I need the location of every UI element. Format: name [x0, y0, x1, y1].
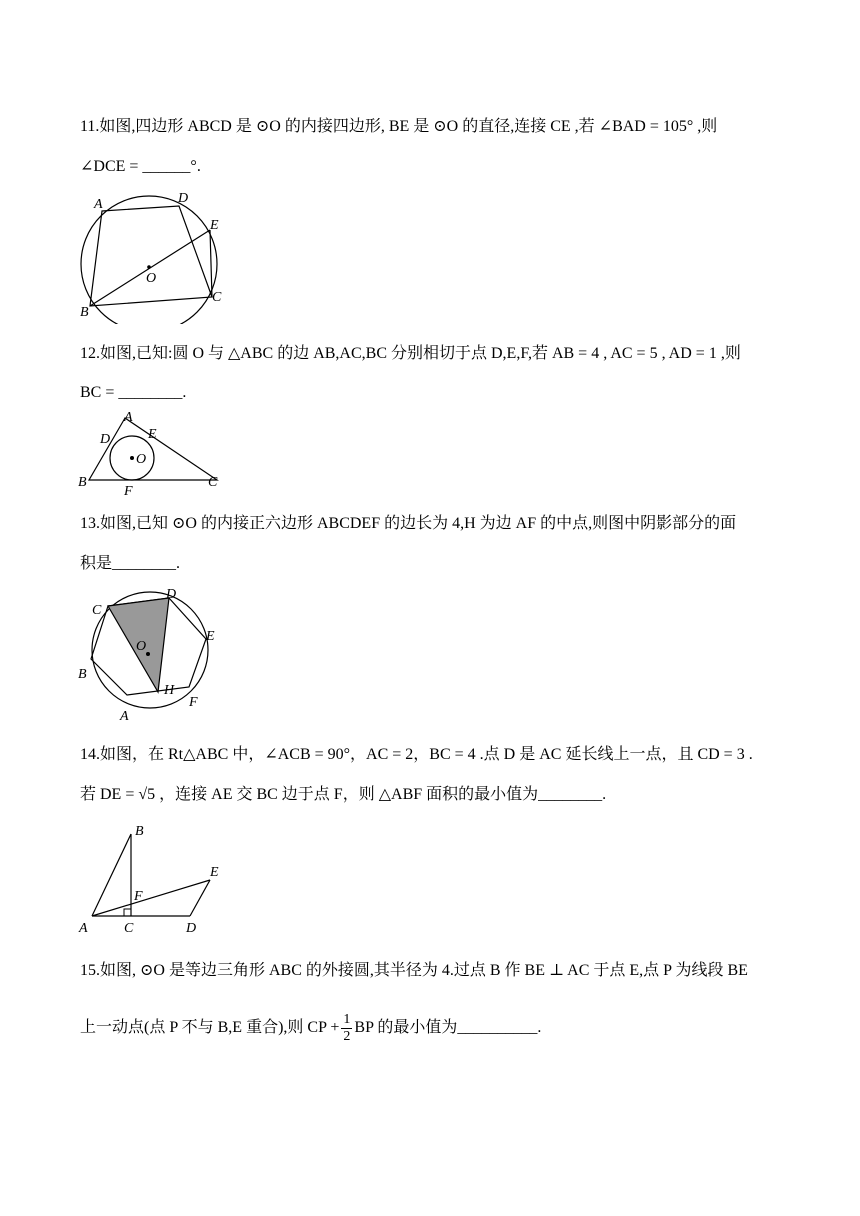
- problem-11-line-1: 11.如图,四边形 ABCD 是 ⊙O 的内接四边形, BE 是 ⊙O 的直径,连接 CE ,若 ∠BAD = 105° ,则: [80, 118, 718, 135]
- fig13-label-e: E: [206, 629, 215, 644]
- problem-12-line-1: 12.如图,已知:圆 O 与 △ABC 的边 AB,AC,BC 分别相切于点 D,E,F,若 AB = 4 , AC = 5 , AD = 1 ,则: [80, 345, 741, 362]
- fig14-label-f: F: [134, 889, 143, 904]
- fig13-label-b: B: [78, 667, 87, 682]
- fig14-label-b: B: [135, 824, 144, 839]
- problem-13-line-1: 13.如图,已知 ⊙O 的内接正六边形 ABCDEF 的边长为 4,H 为边 AF 的中点,则图中阴影部分的面: [80, 515, 737, 532]
- problem-14-line-1: 14.如图，在 Rt△ABC 中，∠ACB = 90°，AC = 2，BC = 4 .点 D 是 AC 延长线上一点，且 CD = 3 .: [80, 746, 753, 763]
- fig13-label-h: H: [164, 683, 175, 698]
- figure-12-incircle-triangle: [72, 408, 232, 498]
- fig11-label-e: E: [210, 218, 219, 233]
- fig12-label-b: B: [78, 475, 87, 490]
- fig12-label-o: O: [136, 452, 147, 467]
- problem-15-text-before: 上一动点(点 P 不与 B,E 重合),则 CP +: [80, 1019, 340, 1036]
- fig11-label-c: C: [212, 290, 222, 305]
- fig14-label-c: C: [124, 921, 134, 936]
- problem-13-line-2: 积是________.: [80, 555, 181, 572]
- figure-13-inscribed-hexagon: [72, 584, 232, 726]
- fig13-label-o: O: [136, 639, 147, 654]
- problem-12-line-2: BC = ________.: [80, 384, 187, 401]
- fig11-label-o: O: [146, 271, 157, 286]
- fig12-label-f: F: [124, 484, 133, 498]
- fig12-label-a: A: [124, 410, 133, 425]
- figure-11-cyclic-quadrilateral: [72, 186, 232, 324]
- problem-15-line-1: 15.如图, ⊙O 是等边三角形 ABC 的外接圆,其半径为 4.过点 B 作 BE ⊥ AC 于点 E,点 P 为线段 BE: [80, 962, 748, 979]
- problem-11-line-2: ∠DCE = ______°.: [80, 158, 201, 175]
- figure-14-right-triangle: [72, 820, 232, 940]
- fig14-label-a: A: [79, 921, 88, 936]
- fraction-denominator: 2: [343, 1028, 351, 1044]
- fig14-label-d: D: [186, 921, 197, 936]
- fig14-label-e: E: [210, 865, 219, 880]
- fraction-numerator: 1: [343, 1011, 351, 1027]
- fig13-label-d: D: [166, 587, 177, 602]
- problem-15-line-2: [80, 1008, 541, 1048]
- problem-15-text-after: BP 的最小值为__________.: [354, 1019, 542, 1036]
- fig13-label-a: A: [120, 709, 129, 724]
- fig11-label-d: D: [178, 191, 189, 206]
- fraction-one-half: [341, 1012, 352, 1045]
- fig11-label-b: B: [80, 305, 89, 320]
- fig12-label-e: E: [148, 427, 157, 442]
- fig11-label-a: A: [94, 197, 103, 212]
- fig13-label-c: C: [92, 603, 102, 618]
- problem-14-line-2: 若 DE = √5 ，连接 AE 交 BC 边于点 F，则 △ABF 面积的最小值为________.: [80, 786, 607, 803]
- fig12-label-d: D: [100, 432, 111, 447]
- fig13-label-f: F: [189, 695, 198, 710]
- fig12-label-c: C: [208, 475, 218, 490]
